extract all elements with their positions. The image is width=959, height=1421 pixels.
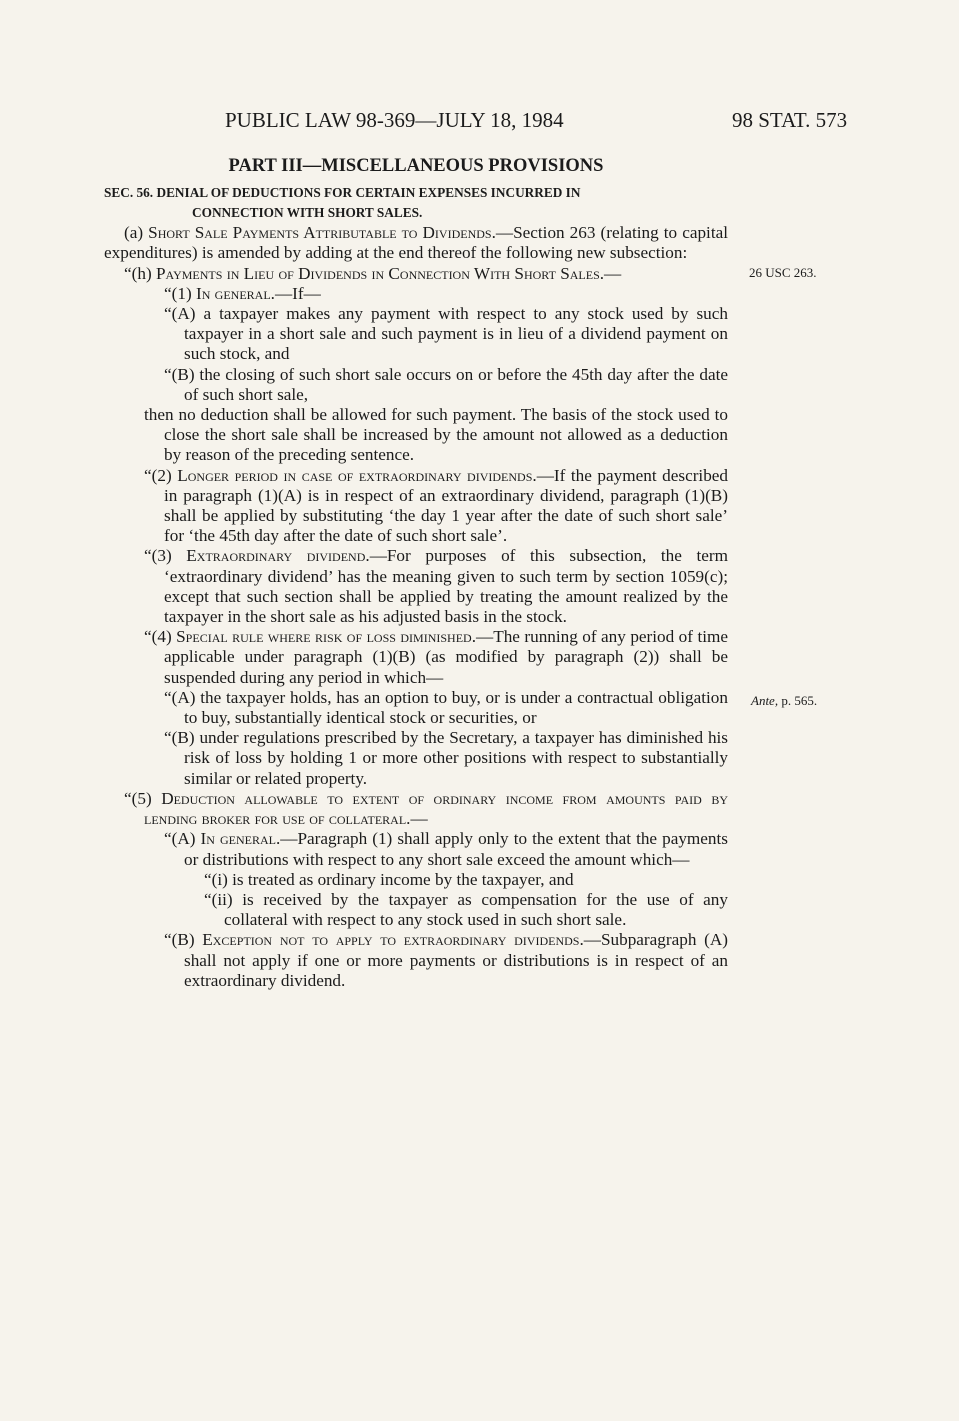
para-lead: “(5) bbox=[124, 788, 162, 808]
subparagraph-4A: “(A) the taxpayer holds, has an option to buy, or is under a contractual obligation to buy, substantially identical stock or securities, or bbox=[164, 687, 728, 728]
subparagraph-5B bbox=[104, 930, 728, 991]
part-heading: PART III—MISCELLANEOUS PROVISIONS bbox=[228, 156, 604, 176]
para-lead: “(4) bbox=[144, 627, 177, 647]
document-body bbox=[104, 156, 728, 991]
margin-note-ante-label: Ante, bbox=[751, 693, 779, 708]
paragraph-4 bbox=[104, 627, 728, 688]
paragraph-5 bbox=[104, 789, 728, 829]
para-lead: “(A) bbox=[164, 829, 201, 849]
para-heading: Exception not to apply to extraordinary dividends. bbox=[202, 930, 584, 950]
subparagraph-4B: “(B) under regulations prescribed by the Secretary, a taxpayer has diminished his risk of loss by holding 1 or more other positions with respect to substantially similar or related property. bbox=[164, 728, 728, 788]
para-heading: Special rule where risk of loss diminished. bbox=[176, 627, 477, 647]
para-text: —For purposes of this subsection, the term ‘extraordinary dividend’ has the meaning given to such term by section 1059(c); except that such section shall be applied by treating the amount realized by the taxpayer in the short sale as his adjusted basis in the stock. bbox=[164, 546, 729, 627]
para-text: —Paragraph (1) shall apply only to the extent that the payments or distributions with respect to any short sale exceed the amount which— bbox=[184, 829, 728, 869]
para-heading: Extraordinary dividend. bbox=[186, 546, 370, 566]
subparagraph-1A: “(A) a taxpayer makes any payment with respect to any stock used by such taxpayer in a short sale and such payment is in lieu of a dividend payment on such stock, and bbox=[164, 304, 728, 364]
para-heading: Deduction allowable to extent of ordinary income from amounts paid by lending broker for use of collateral. bbox=[144, 788, 728, 829]
para-heading: In general. bbox=[195, 283, 275, 303]
paragraph-1 bbox=[104, 284, 728, 304]
para-lead: “(B) bbox=[164, 930, 203, 950]
margin-note-ante-page: p. 565. bbox=[781, 693, 818, 708]
margin-note-usc: 26 USC 263. bbox=[749, 265, 817, 280]
margin-note-ante bbox=[751, 693, 817, 709]
section-heading-line2: CONNECTION WITH SHORT SALES. bbox=[192, 205, 423, 221]
para-text: —Subparagraph (A) shall not apply if one or more payments or distributions is in respect of an extraordinary dividend. bbox=[184, 930, 728, 990]
para-heading: Short Sale Payments Attributable to Dividends. bbox=[148, 223, 496, 243]
running-header bbox=[0, 108, 959, 138]
para-text: — bbox=[410, 809, 428, 829]
para-text: —The running of any period of time applicable under paragraph (1)(B) (as modified by paragraph (2)) shall be suspended during any period in which— bbox=[164, 627, 728, 687]
para-heading: Longer period in case of extraordinary dividends. bbox=[177, 465, 537, 485]
section-heading-line1: SEC. 56. DENIAL OF DEDUCTIONS FOR CERTAIN EXPENSES INCURRED IN bbox=[104, 185, 581, 201]
para-lead: “(h) bbox=[124, 263, 156, 283]
para-lead: “(2) bbox=[144, 465, 178, 485]
para-heading: In general. bbox=[200, 829, 281, 849]
subsection-h bbox=[104, 264, 728, 284]
para-text: — bbox=[604, 263, 622, 283]
subsection-a bbox=[104, 223, 728, 263]
para-text: —If— bbox=[274, 283, 321, 303]
clause-5Aii: “(ii) is received by the taxpayer as compensation for the use of any collateral with respect to any stock used in such short sale. bbox=[204, 889, 728, 930]
para-heading: Payments in Lieu of Dividends in Connection With Short Sales. bbox=[155, 263, 605, 283]
header-title: PUBLIC LAW 98-369—JULY 18, 1984 bbox=[225, 108, 564, 132]
header-stat-page: 98 STAT. 573 bbox=[732, 108, 848, 132]
para-lead: “(3) bbox=[144, 546, 187, 566]
para-lead: (a) bbox=[124, 223, 149, 243]
paragraph-3 bbox=[104, 546, 728, 627]
section-heading bbox=[104, 183, 728, 223]
paragraph-1-close: then no deduction shall be allowed for such payment. The basis of the stock used to close the short sale shall be increased by the amount not allowed as a deduction by reason of the preceding sentence. bbox=[144, 405, 728, 465]
clause-5Ai: “(i) is treated as ordinary income by the taxpayer, and bbox=[204, 869, 574, 889]
subparagraph-1B: “(B) the closing of such short sale occurs on or before the 45th day after the date of such short sale, bbox=[164, 364, 728, 404]
para-text: —Section 263 (relating to capital expenditures) is amended by adding at the end thereof the following new subsection: bbox=[104, 223, 729, 263]
para-text: —If the payment described in paragraph (1)(A) is in respect of an extraordinary dividend, paragraph (1)(B) shall be applied by substituting ‘the day 1 year after the date of such short sale’ for ‘the 45th day after the date of such short sale’. bbox=[164, 465, 729, 546]
paragraph-2 bbox=[104, 466, 728, 547]
para-lead: “(1) bbox=[164, 283, 196, 303]
subparagraph-5A bbox=[104, 829, 728, 869]
